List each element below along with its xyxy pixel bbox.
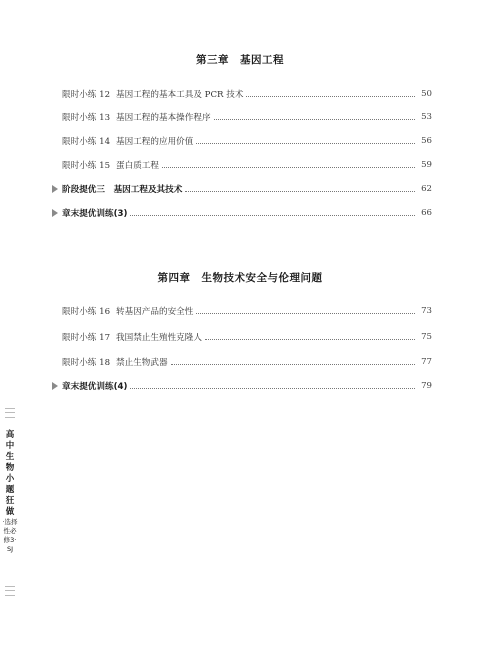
toc-row[interactable] [52,110,432,124]
dot-leader [162,167,415,168]
dot-leader [196,143,415,144]
side-strip [2,408,18,598]
dot-leader [185,191,415,192]
toc-row-number: 限时小练 12 [62,90,111,100]
toc-row-page: 53 [421,112,432,122]
toc-row[interactable] [52,355,432,369]
toc-row-page: 75 [421,332,432,342]
dot-leader [171,364,415,365]
toc-row[interactable] [52,304,432,318]
toc-row[interactable] [52,87,432,101]
dot-leader [205,339,415,340]
toc-row-page: 66 [421,208,432,218]
triangle-marker-icon [52,209,58,217]
toc-row-number: 限时小练 13 [62,113,111,123]
side-subtitle: ·选择性必修3·SJ [2,518,18,553]
dot-leader [196,313,415,314]
toc-row-page: 62 [421,184,432,194]
toc-row-number: 限时小练 15 [62,161,111,171]
toc-row-title: 禁止生物武器 [116,358,168,368]
toc-row-page: 77 [421,357,432,367]
toc-row-title: 转基因产品的安全性 [116,307,194,317]
toc-row-number: 限时小练 16 [62,307,111,317]
toc-row-title: 章末提优训练(4) [62,382,128,392]
toc-row-title: 基因工程的基本操作程序 [116,113,211,123]
toc-row-number: 限时小练 17 [62,333,111,343]
toc-row-page: 56 [421,136,432,146]
triangle-marker-icon [52,382,58,390]
toc-row-highlight[interactable] [52,379,432,393]
dot-leader [246,96,415,97]
toc-row-title: 基因工程的应用价值 [116,137,194,147]
toc-row-highlight[interactable] [52,182,432,196]
toc-row[interactable] [52,158,432,172]
chapter3-title: 第三章 基因工程 [196,54,284,66]
strip-lines-bottom [5,586,15,596]
chapter4-title: 第四章 生物技术安全与伦理问题 [157,272,323,284]
toc-row-page: 73 [421,306,432,316]
toc-row-title: 蛋白质工程 [116,161,159,171]
triangle-marker-icon [52,185,58,193]
toc-row-highlight[interactable] [52,206,432,220]
toc-row[interactable] [52,134,432,148]
toc-row-page: 59 [421,160,432,170]
side-main-title: 高中生物 [5,430,15,473]
dot-leader [130,388,415,389]
dot-leader [130,215,415,216]
toc-row-title: 基因工程的基本工具及 PCR 技术 [116,90,244,100]
side-brand: 小题狂做 [5,474,15,517]
dot-leader [214,119,415,120]
toc-row[interactable] [52,330,432,344]
toc-row-title: 我国禁止生殖性克隆人 [116,333,202,343]
toc-row-page: 79 [421,381,432,391]
toc-row-title: 章末提优训练(3) [62,209,128,219]
toc-row-number: 限时小练 14 [62,137,111,147]
side-book-title [2,430,18,554]
toc-row-page: 50 [421,89,432,99]
toc-row-title: 阶段提优三 基因工程及其技术 [62,185,183,195]
toc-row-number: 限时小练 18 [62,358,111,368]
strip-lines-top [5,408,15,418]
